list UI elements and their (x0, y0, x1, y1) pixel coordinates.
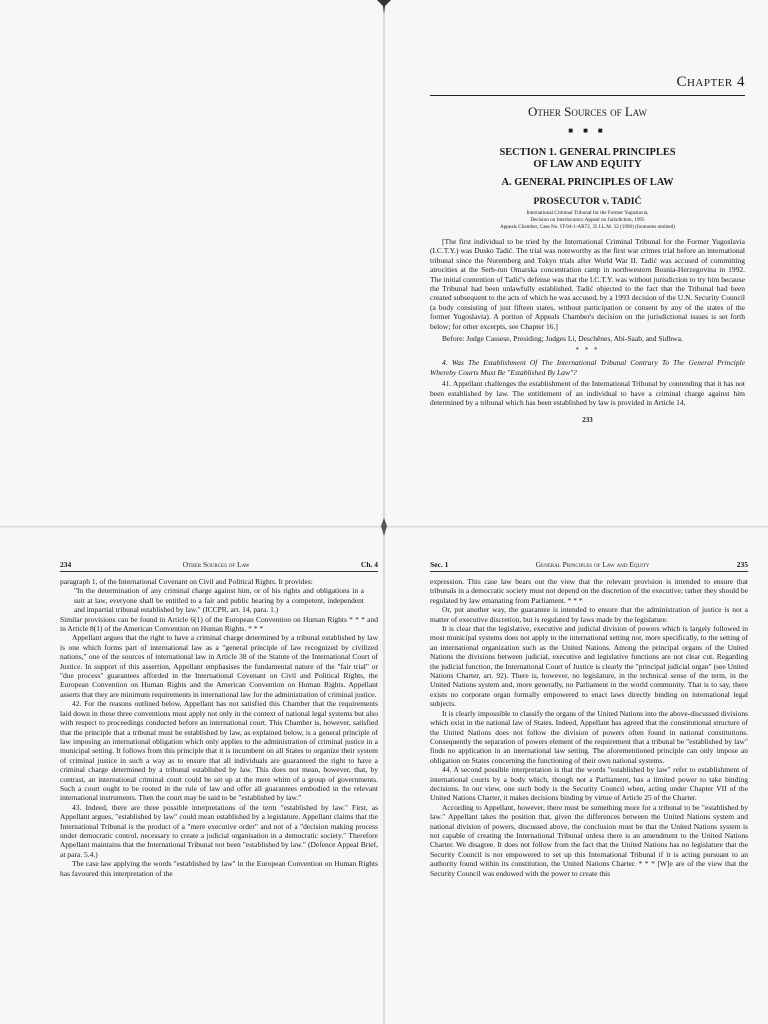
judges-line: Before: Judge Cassese, Presiding; Judges Li, Deschênes, Abi-Saab, and Sidhwa. (442, 334, 683, 344)
chapter-heading: Chapter 4 (676, 74, 745, 90)
page-number: 233 (582, 415, 593, 424)
subsection-heading: A. GENERAL PRINCIPLES OF LAW (501, 177, 674, 188)
fold-mark-icon (375, 0, 393, 14)
ornament-dots: ■ ■ ■ (568, 126, 607, 135)
chapter-title: Other Sources of Law (527, 104, 648, 119)
body-paragraph: The case law applying the words "established by law" in the European Convention on Human Rights has favoured this interpretation of the (60, 859, 378, 878)
body-paragraph: Or, put another way, the guarantee is intended to ensure that the administration of justice is not a matter of executive discretion, but is regulated by laws made by the legislature. (430, 605, 748, 624)
body-paragraph: It is clear that the legislative, executive and judicial division of powers which is largely followed in most municipal systems does not apply to the international setting nor, more specifically, to the setting of an international organization such as the United Nations. Among the principal organs of the United Nations the divisions between judicial, executive and legislative functions are not clear cut. Regarding the judicial function, the International Court of Justice is clearly the "principal judicial organ" (see United Nations Charter, art. 92). There is, however, no legislature, in the technical sense of the term, in the United Nations system and, more generally, no Parliament in the world community. That is to say, there exists no corporate organ formally empowered to enact laws directly binding on international legal subjects. (430, 624, 748, 709)
body-paragraph: According to Appellant, however, there must be something more for a tribunal to be "established by law." Appellant takes the position that, given the differences between the United Nations system and national division of powers, discussed above, the conclusion must be that the United Nations system is not capable of creating the International Tribunal unless there is an amendment to the United Nations Charter. We disagree. It does not follow from the fact that the United Nations has no legislature that the Security Council is not empowered to set up this International Tribunal if it is acting pursuant to an authority found within its constitution, the United Nations Charter. * * * [W]e are of the view that the Security Council was endowed with the power to create this (430, 802, 748, 878)
running-header (60, 560, 378, 572)
page-235 (430, 560, 748, 1022)
page-233 (430, 58, 745, 498)
page-234 (60, 560, 378, 1022)
page-number: 234 (60, 560, 72, 569)
page-number: 235 (736, 560, 748, 569)
fold-mark-icon (375, 518, 393, 536)
chapter-ref: Ch. 4 (360, 560, 378, 569)
intro-paragraph: [The first individual to be tried by the International Criminal Tribunal for the Former Yugoslavia (I.C.T.Y.) was Dusko Tadić. The trial was noteworthy as the first war crimes trial before an international tribunal since the Nuremberg and Tokyo trials after World War II. Tadić was accused of committing atrocities at the Serb-run Omarska concentration camp in northwestern Bosnia-Herzegovina in 1992. The initial contention of Tadić's defense was that the I.C.T.Y. was without jurisdiction to try him because the Tribunal had been unlawfully established. Tadić objected to the fact that the Tribunal had been created subsequent to the acts of which he was accused, by a 1993 decision of the U.N. Security Council (a body consisting of just fifteen states, without participation or consent by any of the states of the former Yugoslavia). A portion of Appeals Chamber's decision on the jurisdictional issues is set forth below; for other excerpts, see Chapter 16.] (430, 237, 745, 331)
body-paragraph: paragraph 1, of the International Covenant on Civil and Political Rights. It provides: (60, 577, 313, 586)
paragraph-41: 41. Appellant challenges the establishment of the International Tribunal by contending that it has not been established by law. The entitlement of an individual to have a criminal charge against him determined by a tribunal which has been established by law is provided in Article 14, (430, 379, 745, 408)
paragraph-42: 42. For the reasons outlined below, Appellant has not satisfied this Chamber that the requirements laid down in these three conventions must apply not only in the context of national legal systems but also with respect to proceedings conducted before an international court. This Chamber is, however, satisfied that the principle that a tribunal must be established by law, as explained below, is a general principle of law imposing an international obligation which only applies to the administration of criminal justice in a municipal setting. It follows from this principle that it is incumbent on all States to organize their system of criminal justice in such a way as to ensure that all individuals are guaranteed the right to have a criminal charge determined by a tribunal established by law. This does not mean, however, that, by contrast, an international criminal court could be set up at the mere whim of a group of governments. Such a court ought to be rooted in the rule of law and offer all guarantees embodied in the relevant international instruments. Then the court may be said to be "established by law." (60, 699, 378, 803)
vertical-fold-line (382, 0, 386, 1024)
case-name: PROSECUTOR v. TADIĆ (533, 196, 642, 207)
section-ref: Sec. 1 (430, 560, 449, 569)
running-header (430, 560, 748, 572)
body-paragraph: Appellant argues that the right to have a criminal charge determined by a tribunal established by law is one which forms part of international law as a "general principle of law recognized by civilized nations," one of the sources of international law in Article 38 of the Statute of the International Court of Justice. In support of this assertion, Appellant emphasises the fundamental nature of the "fair trial" or "due process" guarantees afforded in the International Covenant on Civil and Political Rights, the European Convention on Human Rights and the American Convention on Human Rights. Appellant asserts that they are minimum requirements in international law for the administration of criminal justice. (60, 633, 378, 699)
section-heading-line1: SECTION 1. GENERAL PRINCIPLES (499, 147, 676, 158)
body-paragraph: expression. This case law bears out the view that the relevant provision is intended to ensure that tribunals in a democratic society must not depend on the discretion of the executive; rather they should be regulated by law emanating from Parliament. * * * (430, 577, 748, 605)
section-heading-line2: OF LAW AND EQUITY (533, 159, 642, 170)
body-paragraph: It is clearly impossible to classify the organs of the United Nations into the above-discussed divisions which exist in the national law of States. Indeed, Appellant has agreed that the constitutional structure of the United Nations does not follow the division of powers often found in national constitutions. Consequently the separation of powers element of the requirement that a tribunal be "established by law" finds no application in an international law setting. The aforementioned principle can only impose an obligation on States concerning the functioning of their own national systems. (430, 708, 748, 765)
ellipsis-stars: * * * (575, 346, 600, 355)
block-quote: "In the determination of any criminal charge against him, or of his rights and obligations in a suit at law, everyone shall be entitled to a fair and public hearing by a competent, independent and impartial tribunal established by law." (ICCPR, art. 14, para. 1.) (74, 586, 364, 615)
chapter-rule (430, 95, 745, 96)
paragraph-43: 43. Indeed, there are three possible interpretations of the term "established by law." First, as Appellant argues, "established by law" could mean established by a legislature. Appellant claims that the International Tribunal is the product of a "mere executive order" and not of a "decision making process under democratic control, necessary to create a judicial organisation in a democratic society." Therefore Appellant maintains that the International Tribunal not been "established by law." (Defence Appeal Brief, at para. 5.4.) (60, 802, 378, 859)
running-title: General Principles of Law and Equity (535, 560, 650, 569)
case-citation: International Criminal Tribunal for the Former Yugoslavia, Decision on Interlocutory Appeal on Jurisdiction, 1995 Appeals Chamber, Case No. IT-94-1-AR72, 35 I.L.M. 32 (1996) (footnotes omitted) (499, 210, 676, 230)
running-title: Other Sources of Law (182, 560, 250, 569)
body-paragraph: Similar provisions can be found in Article 6(1) of the European Convention on Human Rights * * * and in Article 8(1) of the American Convention on Human Rights. * * * (60, 614, 378, 634)
paragraph-44: 44. A second possible interpretation is that the words "established by law" refer to establishment of international courts by a body which, though not a Parliament, has a limited power to take binding decisions. In our view, one such body is the Security Council when, acting under Chapter VII of the United Nations Charter, it makes decisions binding by virtue of Article 25 of the Charter. (430, 765, 748, 803)
question-heading: 4. Was The Establishment Of The International Tribunal Contrary To The General Principle Whereby Courts Must Be "Established By Law"? (430, 358, 745, 377)
